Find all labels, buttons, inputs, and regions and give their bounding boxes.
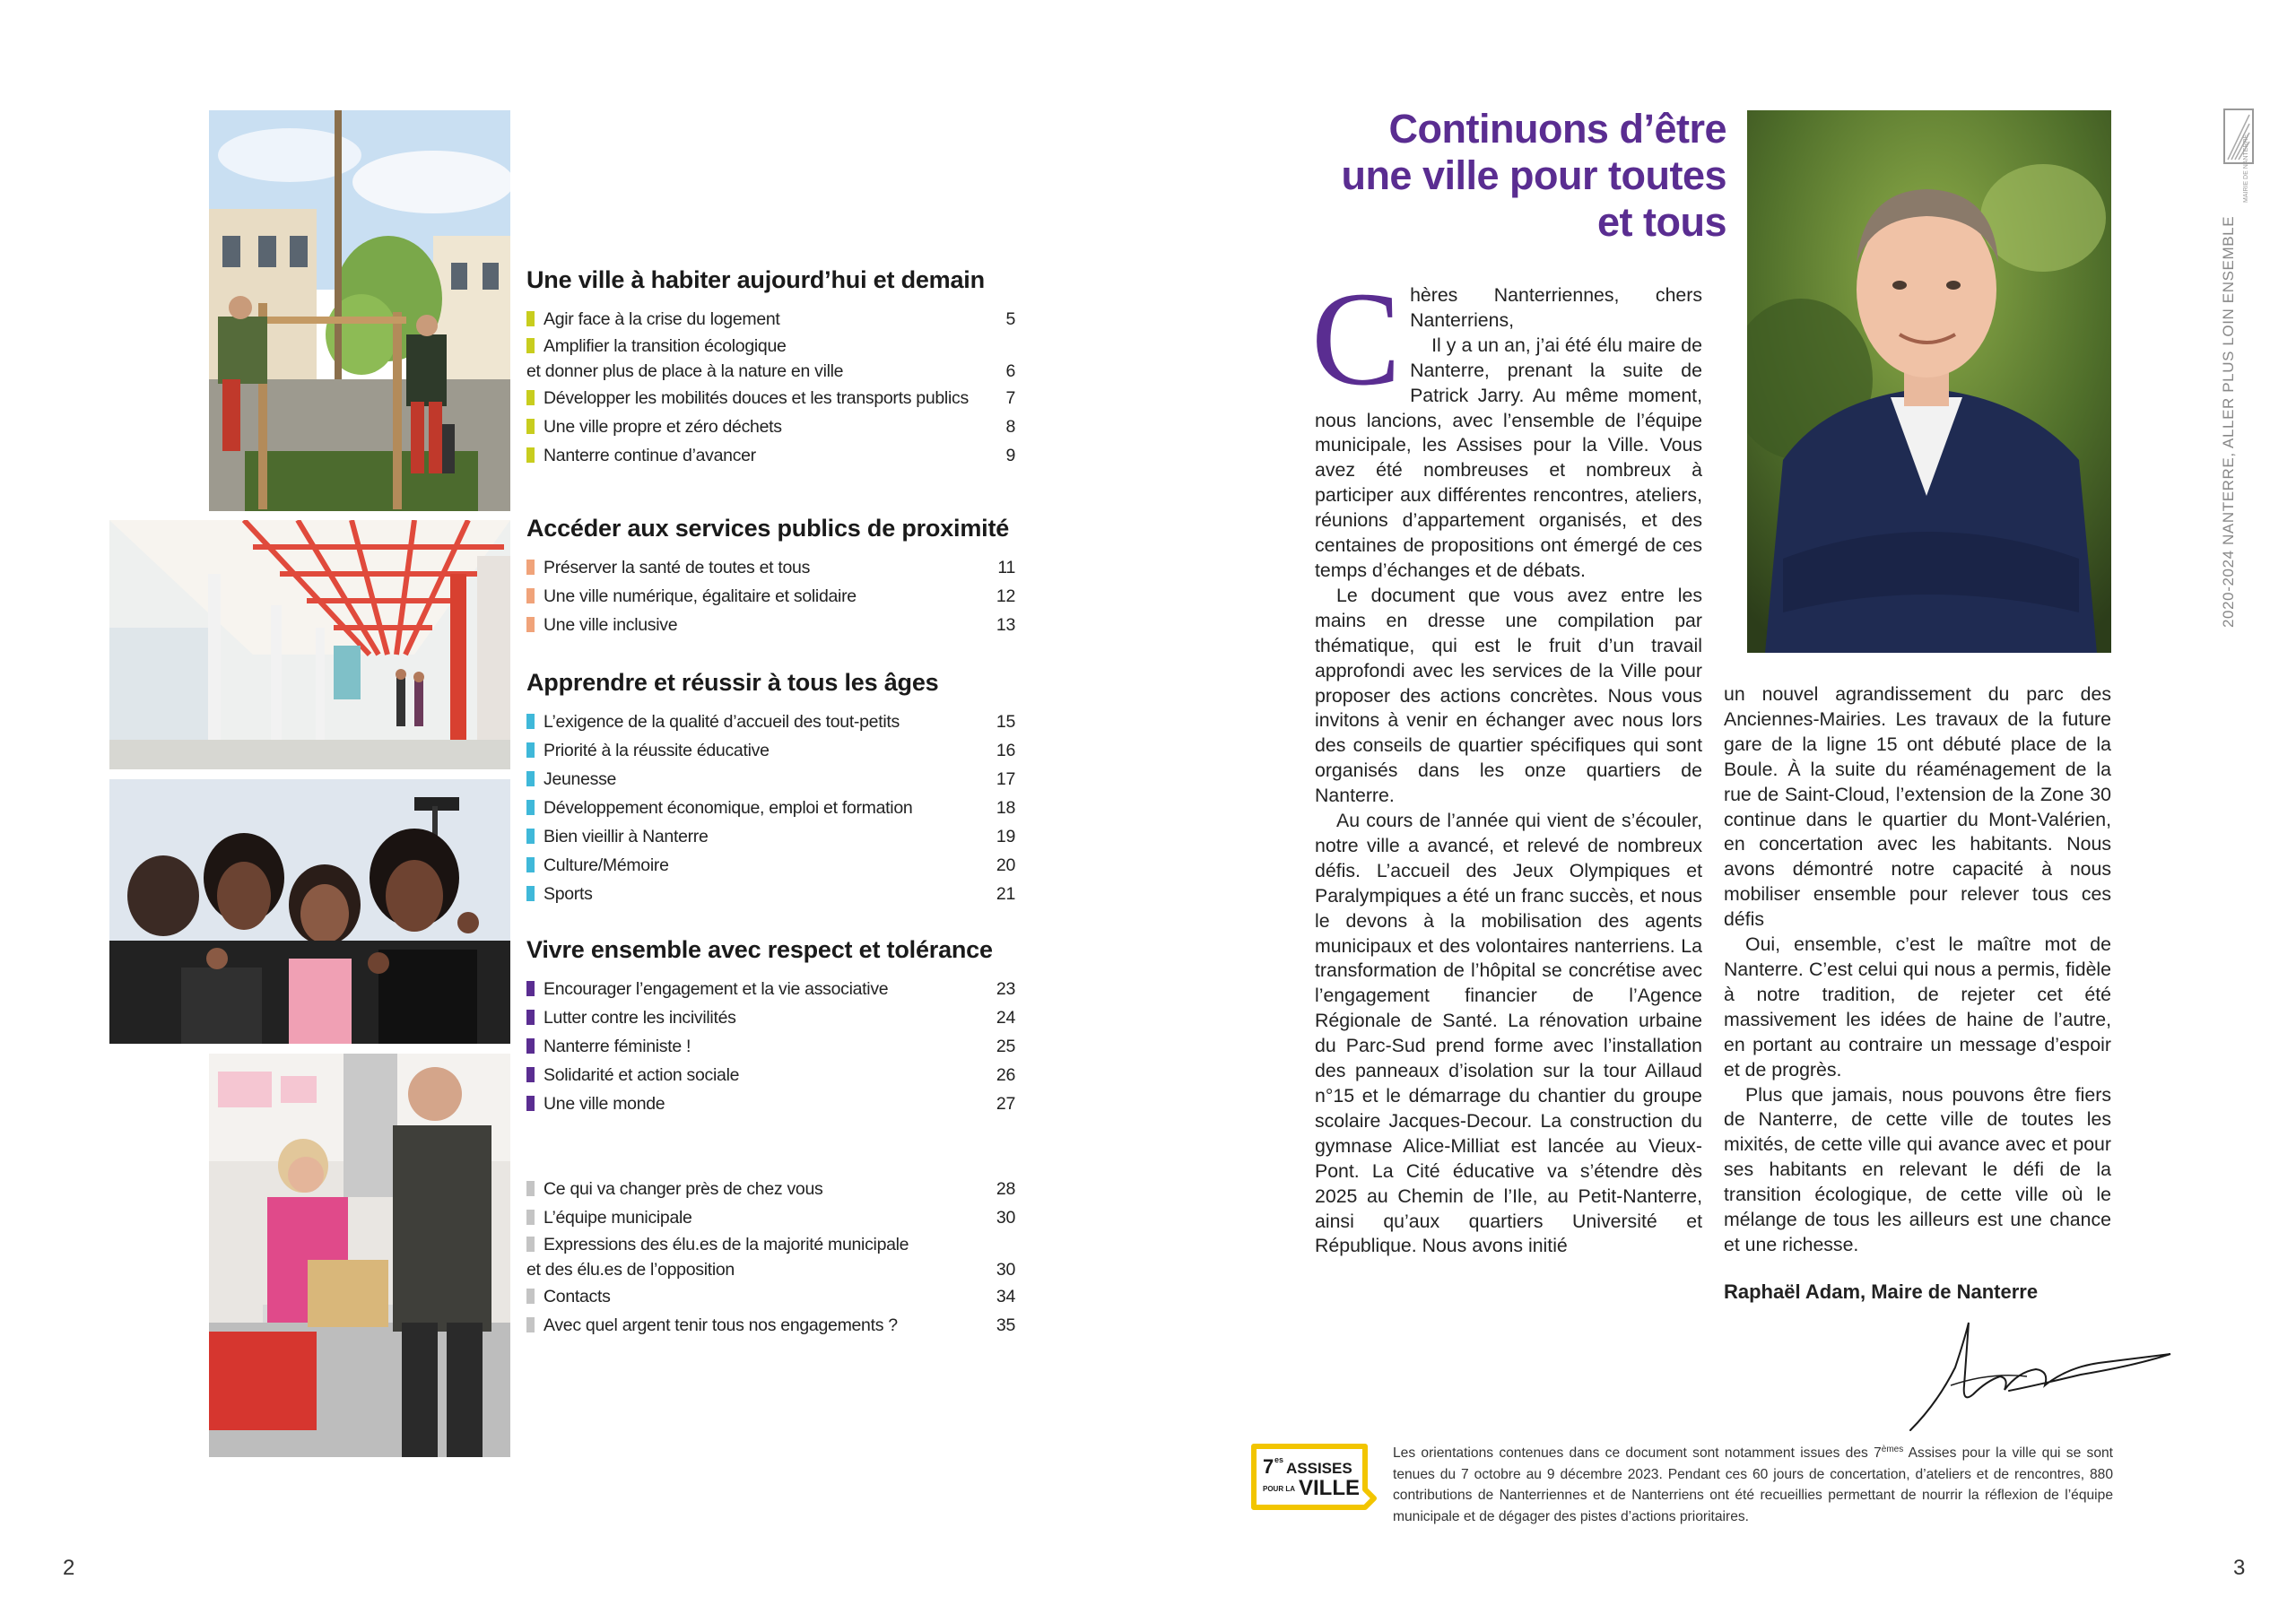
toc-item-page: 24 [996, 1008, 1015, 1028]
toc-bullet [526, 857, 535, 872]
toc-item-page: 15 [996, 712, 1015, 732]
toc-bullet [526, 1038, 535, 1054]
toc-bullet [526, 714, 535, 729]
toc-item-page: 9 [1005, 446, 1015, 465]
toc-item-label: Nanterre féministe ! [544, 1037, 691, 1056]
toc-bullet [526, 886, 535, 901]
toc-item-label-line2: et des élu.es de l’opposition [526, 1260, 735, 1280]
toc-bullet [526, 338, 535, 353]
toc-item-label: Jeunesse [544, 769, 617, 789]
toc-item-label: Ce qui va changer près de chez vous [544, 1179, 823, 1199]
toc-section-title: Apprendre et réussir à tous les âges [526, 669, 939, 696]
toc-item[interactable] [526, 880, 1015, 908]
toc-item-label: Agir face à la crise du logement [544, 309, 780, 329]
toc-bullet [526, 311, 535, 326]
toc-section-title: Accéder aux services publics de proximité [526, 515, 1010, 542]
toc-item-label-line1: Expressions des élu.es de la majorité municipale [544, 1235, 909, 1254]
toc-bullet [526, 800, 535, 815]
handwritten-signature [1901, 1305, 2188, 1439]
toc-bullet [526, 1181, 535, 1196]
toc-item[interactable] [526, 851, 1015, 880]
toc-item[interactable] [526, 736, 1015, 765]
toc-item[interactable] [526, 384, 1015, 412]
toc-item-page: 21 [996, 884, 1015, 904]
editorial-paragraph: Oui, ensemble, c’est le maître mot de Nanterre. C’est celui qui nous a permis, fidèle à notre tradition, de rejeter cet été massivement les idées de haine de l’autre, en portant au contraire un message d’espoir et de progrès. [1724, 933, 2111, 1081]
toc-bullet [526, 1237, 535, 1252]
toc-item-label: Culture/Mémoire [544, 855, 669, 875]
toc-item-page: 27 [996, 1094, 1015, 1114]
toc-item-page: 16 [996, 741, 1015, 760]
editorial-title-line: et tous [1596, 199, 1726, 245]
toc-bullet [526, 829, 535, 844]
toc-item-label: Solidarité et action sociale [544, 1065, 740, 1085]
toc-item-page: 18 [996, 798, 1015, 818]
toc-item-page: 17 [996, 769, 1015, 789]
toc-item-page: 30 [996, 1208, 1015, 1228]
photo-market-hall [109, 520, 510, 769]
photo-youth-group [109, 779, 510, 1044]
toc-item[interactable] [526, 1061, 1015, 1089]
toc-section-services [526, 515, 1015, 639]
toc-item-label [526, 1232, 979, 1282]
toc-item-page: 25 [996, 1037, 1015, 1056]
toc-item-page: 34 [996, 1287, 1015, 1306]
toc-item-label: Encourager l’engagement et la vie associative [544, 979, 889, 999]
toc-bullet [526, 1210, 535, 1225]
assises-pour-la-ville-logo [1248, 1439, 1381, 1513]
toc-item-label: L’équipe municipale [544, 1208, 692, 1228]
mairie-logo [2222, 108, 2255, 204]
toc-bullet [526, 1010, 535, 1025]
toc-item[interactable] [526, 1232, 1015, 1282]
toc-item[interactable] [526, 1311, 1015, 1340]
assises-note-sup: èmes [1881, 1445, 1904, 1454]
toc-item-label: Avec quel argent tenir tous nos engagements ? [544, 1315, 898, 1335]
toc-bullet [526, 419, 535, 434]
toc-item-label: Nanterre continue d’avancer [544, 446, 756, 465]
toc-section-annexes [526, 1175, 1015, 1340]
mairie-logo-text: MAIRIE DE NANTERRE [2243, 134, 2249, 203]
toc-item[interactable] [526, 707, 1015, 736]
toc-item-page: 7 [1005, 388, 1015, 408]
toc-item-label: Une ville monde [544, 1094, 665, 1114]
page-number-right: 3 [2233, 1556, 2246, 1580]
toc-bullet [526, 981, 535, 996]
toc-bullet [526, 1067, 535, 1082]
toc-item-page: 19 [996, 827, 1015, 846]
toc-item-label: Une ville numérique, égalitaire et solidaire [544, 586, 857, 606]
editorial-paragraph: un nouvel agrandissement du parc des Anciennes-Mairies. Les travaux de la future gare de la ligne 15 ont débuté place de la Boule. À la suite du réaménagement de la rue de Saint-Cloud, l’extension de la Zone 30 continue dans le quartier du Mont-Valérien, en concertation avec les habitants. Nous avons démontré notre capacité à nous mobiliser ensemble pour relever tous ces défis [1724, 683, 2111, 931]
toc-item-page: 12 [996, 586, 1015, 606]
assises-logo-word: ASSISES [1286, 1460, 1352, 1477]
toc-item-label: Développer les mobilités douces et les transports publics [544, 388, 969, 408]
editorial-paragraph: Plus que jamais, nous pouvons être fiers de Nanterre, de cette ville de toutes les mixités, de cette ville qui avance avec et pour ses habitants en relevant le défi de la transition écologique, de cette ville où le mélange de tous les ailleurs est une chance et une richesse. [1724, 1083, 2111, 1255]
toc-item[interactable] [526, 1175, 1015, 1203]
toc-bullet [526, 1317, 535, 1332]
toc-section-vivre-ensemble [526, 936, 1015, 1118]
editorial-column-1 [1311, 265, 1702, 1259]
toc-item-page: 5 [1005, 309, 1015, 329]
toc-item-label: Sports [544, 884, 593, 904]
toc-item-page: 11 [997, 558, 1015, 577]
toc-item-label: L’exigence de la qualité d’accueil des tout-petits [544, 712, 900, 732]
editorial-paragraph: hères Nanterriennes, chers Nanterriens, [1410, 284, 1702, 331]
toc-item[interactable] [526, 305, 1015, 334]
toc-item-label: Développement économique, emploi et formation [544, 798, 913, 818]
drop-cap: C [1311, 265, 1402, 413]
editorial-title-line: Continuons d’être [1388, 106, 1726, 152]
toc-item-page: 8 [1005, 417, 1015, 437]
toc-item-label: Lutter contre les incivilités [544, 1008, 736, 1028]
toc-bullet [526, 390, 535, 405]
toc-item[interactable] [526, 582, 1015, 611]
toc-bullet [526, 771, 535, 786]
toc-item-label: Préserver la santé de toutes et tous [544, 558, 811, 577]
toc-item[interactable] [526, 1003, 1015, 1032]
toc-item-page: 30 [996, 1260, 1015, 1280]
toc-section-habiter [526, 266, 1015, 470]
toc-item[interactable] [526, 794, 1015, 822]
toc-item[interactable] [526, 441, 1015, 470]
editorial-column-2 [1724, 682, 2111, 1258]
vertical-slogan: 2020-2024 NANTERRE, ALLER PLUS LOIN ENSEMBLE [2220, 215, 2237, 628]
toc-item[interactable] [526, 822, 1015, 851]
toc-item-label-line1: Amplifier la transition écologique [544, 336, 787, 356]
toc-item-label: Une ville propre et zéro déchets [544, 417, 782, 437]
editorial-title-line: une ville pour toutes [1341, 152, 1726, 198]
page-number-left: 2 [63, 1556, 75, 1580]
toc-item[interactable] [526, 611, 1015, 639]
toc-item-label: Bien vieillir à Nanterre [544, 827, 709, 846]
photo-food-distribution [209, 1054, 510, 1457]
toc-item-page: 6 [1005, 361, 1015, 381]
editorial-title [1292, 106, 1726, 246]
toc-bullet [526, 588, 535, 603]
assises-logo-number: 7 [1263, 1455, 1274, 1478]
toc-section-apprendre [526, 669, 1015, 908]
assises-note-text: Les orientations contenues dans ce document sont notamment issues des 7 [1393, 1445, 1882, 1462]
editorial-paragraph: Il y a un an, j’ai été élu maire de Nanterre, prenant la suite de Patrick Jarry. Au même moment, nous lancions, avec l’ensemble de l’équipe municipale, les Assises pour la Ville. Vous avez été nombreuses et nombreux à participer aux différentes rencontres, ateliers, réunions d’appartement organisés, et des centaines de propositions ont émergé de ces temps d’échanges et de débats. [1315, 334, 1702, 581]
toc-item[interactable] [526, 412, 1015, 441]
author-signature-line: Raphaël Adam, Maire de Nanterre [1724, 1280, 2039, 1303]
toc-item[interactable] [526, 765, 1015, 794]
toc-item-page: 35 [996, 1315, 1015, 1335]
toc-bullet [526, 1289, 535, 1304]
toc-item[interactable] [526, 1203, 1015, 1232]
toc-bullet [526, 617, 535, 632]
toc-item[interactable] [526, 1032, 1015, 1061]
toc-bullet [526, 447, 535, 463]
toc-bullet [526, 742, 535, 758]
assises-note-text: Assises pour la ville qui se sont tenues du 7 octobre au 9 décembre 2023. Pendant ces 60 jours de concertation, d’ateliers et de rencontres, 880 contributions de Nanterriennes et de Nanterriens ont été recueillies permettant de nourrir la réflexion de l’équipe municipale et de dégager des pistes d’actions prioritaires. [1393, 1445, 2113, 1524]
assises-logo-ville: VILLE [1299, 1476, 1361, 1500]
toc-section-title: Une ville à habiter aujourd’hui et demain [526, 266, 985, 293]
assises-logo-pourla: POUR LA [1263, 1485, 1295, 1493]
toc-item[interactable] [526, 1089, 1015, 1118]
toc-item-label: Contacts [544, 1287, 611, 1306]
toc-item[interactable] [526, 975, 1015, 1003]
photo-tree-planting [209, 110, 510, 511]
toc-item-page: 23 [996, 979, 1015, 999]
editorial-paragraph: Le document que vous avez entre les mains en dresse une compilation par thématique, qui est le fruit d’un travail approfondi avec les services de la Ville pour proposer des actions concrètes. Nous vous invitons à venir en échanger avec nous lors des conseils de quartier spécifiques qui sont organisés dans les onze quartiers de Nanterre. [1315, 584, 1702, 807]
toc-item-label: Priorité à la réussite éducative [544, 741, 770, 760]
toc-item[interactable] [526, 1282, 1015, 1311]
editorial-paragraph: Au cours de l’année qui vient de s’écouler, notre ville a avancé, et relevé de nombreux défis. L’accueil des Jeux Olympiques et Paralympiques a été un franc succès, et nous le devons à la mobilisation des agents municipaux et des volontaires nanterriens. La transformation de l’hôpital se concrétise avec l’engagement financier de l’Agence Régionale de Santé. La rénovation urbaine du Parc-Sud prend forme avec l’installation des panneaux d’isolation sur la tour Aillaud n°15 et le démarrage du chantier du groupe scolaire Jacques-Decour. La construction du gymnase Alice-Milliat est lancée au Vieux-Pont. La Cité éducative va s’étendre dès 2025 au Chemin de l’Ile, au Petit-Nanterre, ainsi qu’aux quartiers Université et République. Nous avons initié [1315, 810, 1702, 1257]
toc-section-title: Vivre ensemble avec respect et tolérance [526, 936, 993, 963]
toc-item[interactable] [526, 553, 1015, 582]
toc-item-page: 26 [996, 1065, 1015, 1085]
photo-mayor-portrait [1747, 110, 2111, 653]
toc-item-page: 28 [996, 1179, 1015, 1199]
toc-item-label [526, 334, 979, 384]
toc-item[interactable] [526, 334, 1015, 384]
toc-bullet [526, 1096, 535, 1111]
toc-item-label-line2: et donner plus de place à la nature en ville [526, 361, 844, 381]
toc-bullet [526, 560, 535, 575]
toc-item-label: Une ville inclusive [544, 615, 678, 635]
toc-item-page: 20 [996, 855, 1015, 875]
assises-logo-sup: es [1274, 1455, 1284, 1464]
assises-footnote [1393, 1439, 2113, 1527]
toc-item-page: 13 [996, 615, 1015, 635]
